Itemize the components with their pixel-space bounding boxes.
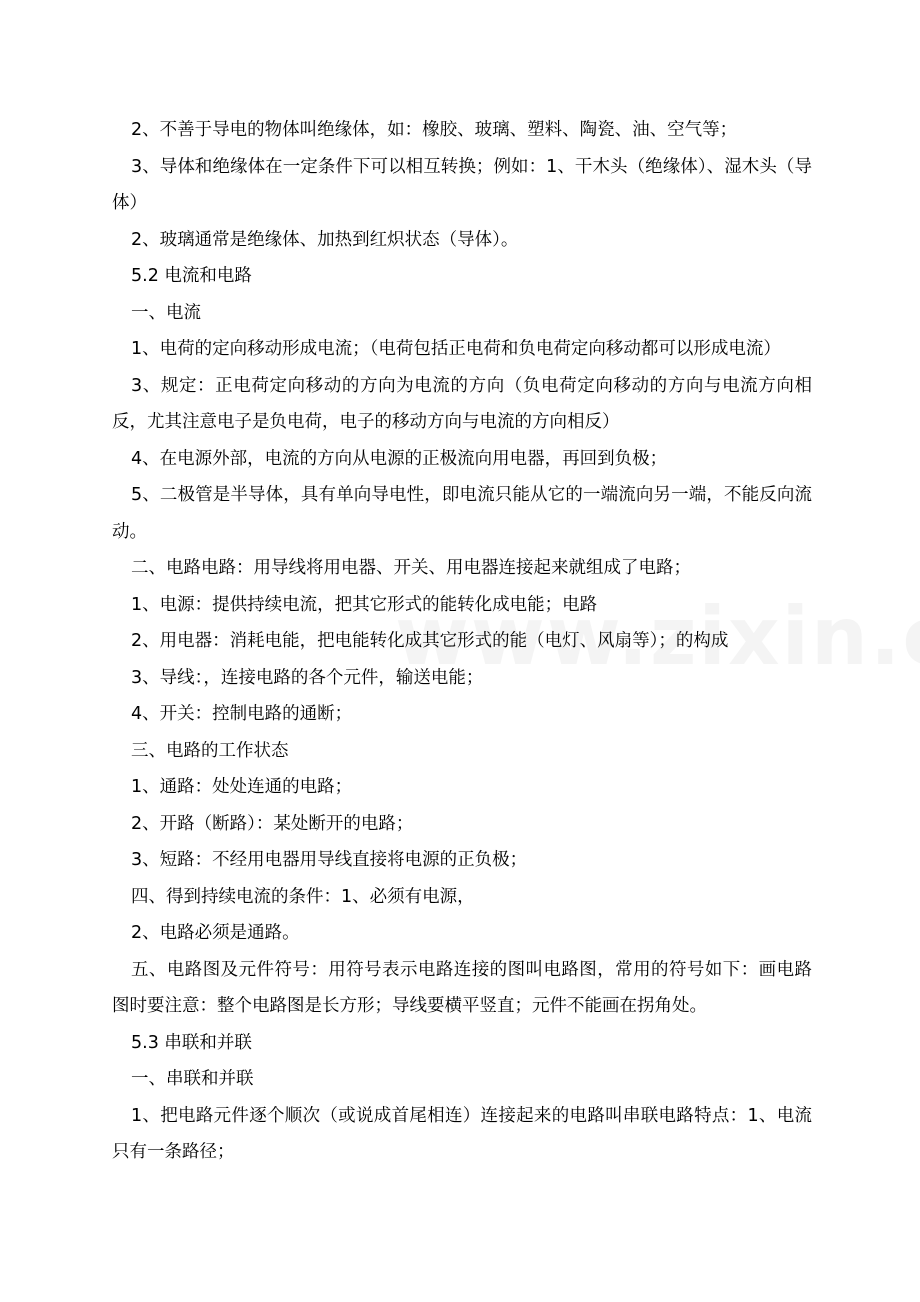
document-body [112, 112, 812, 1171]
subheading-series-parallel: 一、串联和并联 [131, 1069, 254, 1089]
paragraph-conductor-conversion: 3、导体和绝缘体在一定条件下可以相互转换；例如：1、干木头（绝缘体）、湿木头（导体） [112, 156, 812, 213]
paragraph-current-formation: 1、电荷的定向移动形成电流；（电荷包括正电荷和负电荷定向移动都可以形成电流） [131, 339, 781, 359]
subheading-circuit-states: 三、电路的工作状态 [131, 740, 289, 761]
paragraph-open-circuit: 2、开路（断路）：某处断开的电路； [131, 813, 414, 834]
paragraph-diode: 5、二极管是半导体，具有单向导电性，即电流只能从它的一端流向另一端，不能反向流动。 [112, 485, 812, 542]
paragraph-insulator-definition: 2、不善于导电的物体叫绝缘体，如：橡胶、玻璃、塑料、陶瓷、油、空气等； [131, 120, 738, 140]
paragraph-appliance: 2、用电器：消耗电能，把电能转化成其它形式的能（电灯、风扇等）；的构成 [131, 631, 729, 651]
section-heading-5-2: 5.2 电流和电路 [131, 266, 252, 286]
paragraph-switch: 4、开关：控制电路的通断； [131, 704, 353, 724]
subheading-continuous-current: 四、得到持续电流的条件：1、必须有电源， [131, 886, 475, 907]
paragraph-current-direction: 3、规定：正电荷定向移动的方向为电流的方向（负电荷定向移动的方向与电流方向相反，尤其注意电子是负电荷，电子的移动方向与电流的方向相反） [112, 375, 812, 432]
section-heading-5-3: 5.3 串联和并联 [131, 1032, 252, 1053]
paragraph-closed-path: 2、电路必须是通路。 [131, 923, 300, 943]
paragraph-closed-circuit: 1、通路：处处连通的电路； [131, 777, 353, 797]
paragraph-external-current: 4、在电源外部，电流的方向从电源的正极流向用电器，再回到负极； [131, 448, 668, 469]
subheading-current: 一、电流 [131, 302, 201, 323]
paragraph-circuit-diagram: 五、电路图及元件符号：用符号表示电路连接的图叫电路图，常用的符号如下：画电路图时要注意：整个电路图是长方形；导线要横平竖直；元件不能画在拐角处。 [112, 959, 812, 1016]
paragraph-glass-example: 2、玻璃通常是绝缘体、加热到红炽状态（导体）。 [131, 229, 519, 250]
paragraph-wire: 3、导线：，连接电路的各个元件，输送电能； [131, 667, 484, 688]
paragraph-series-circuit: 1、把电路元件逐个顺次（或说成首尾相连）连接起来的电路叫串联电路特点：1、电流只有一条路径； [112, 1105, 812, 1162]
subheading-circuit: 二、电路电路：用导线将用电器、开关、用电器连接起来就组成了电路； [131, 558, 691, 578]
paragraph-power-source: 1、电源：提供持续电流，把其它形式的能转化成电能；电路 [131, 594, 598, 615]
paragraph-short-circuit: 3、短路：不经用电器用导线直接将电源的正负极； [131, 850, 528, 870]
